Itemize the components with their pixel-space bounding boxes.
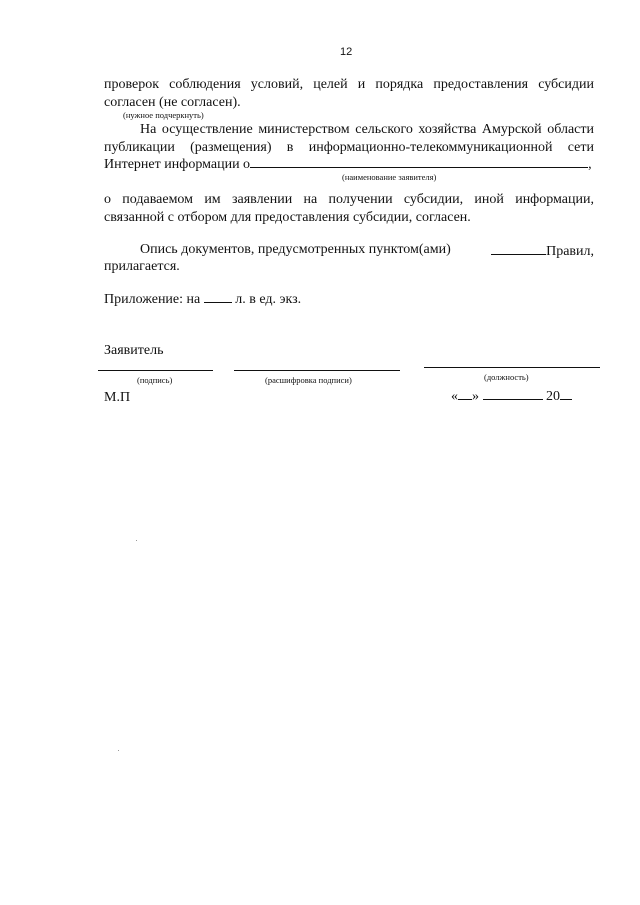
scan-speck	[136, 540, 137, 541]
info-about-label: Интернет информации о	[104, 157, 251, 172]
publication-line-3	[104, 155, 592, 173]
comma: ,	[588, 157, 592, 172]
consent-line-1: проверок соблюдения условий, целей и порядка предоставления субсидии	[104, 77, 594, 92]
page-number: 12	[340, 46, 353, 58]
appendix-suffix: л. в ед. экз.	[235, 292, 302, 307]
application-line-1: о подаваемом им заявлении на получении субсидии, иной информации,	[104, 192, 594, 207]
signature-decoding-caption: (расшифровка подписи)	[265, 375, 352, 385]
inventory-points-blank	[491, 242, 546, 255]
applicant-label: Заявитель	[104, 343, 164, 358]
appendix-label: Приложение: на	[104, 292, 201, 307]
signature-line	[98, 370, 213, 371]
consent-line-2: согласен (не согласен).	[104, 95, 241, 110]
year-prefix: 20	[546, 389, 560, 404]
inventory-line-1	[140, 242, 594, 260]
day-blank	[458, 387, 472, 400]
month-blank	[483, 387, 543, 400]
appendix-line	[104, 290, 301, 308]
inventory-label: Опись документов, предусмотренных пунктом(ами)	[140, 242, 451, 257]
date-line	[451, 387, 572, 405]
publication-line-1: На осуществление министерством сельского хозяйства Амурской области	[140, 122, 594, 137]
underline-hint-caption: (нужное подчеркнуть)	[123, 110, 204, 120]
application-line-2: связанной с отбором для предоставления субсидии, согласен.	[104, 210, 471, 225]
signature-caption: (подпись)	[137, 375, 173, 385]
applicant-name-blank	[250, 155, 588, 168]
stamp-label: М.П	[104, 390, 131, 405]
scan-speck	[118, 750, 119, 751]
inventory-line-2: прилагается.	[104, 259, 180, 274]
rules-label: Правил,	[546, 244, 594, 259]
signature-decoding-line	[234, 370, 400, 371]
sheet-count-blank	[204, 290, 232, 303]
date-close-quote: »	[472, 389, 479, 404]
applicant-name-caption: (наименование заявителя)	[342, 172, 437, 182]
publication-line-2: публикации (размещения) в информационно-телекоммуникационной сети	[104, 140, 594, 155]
date-open-quote: «	[451, 389, 458, 404]
position-line	[424, 367, 600, 368]
year-blank	[560, 387, 572, 400]
position-caption: (должность)	[484, 372, 529, 382]
